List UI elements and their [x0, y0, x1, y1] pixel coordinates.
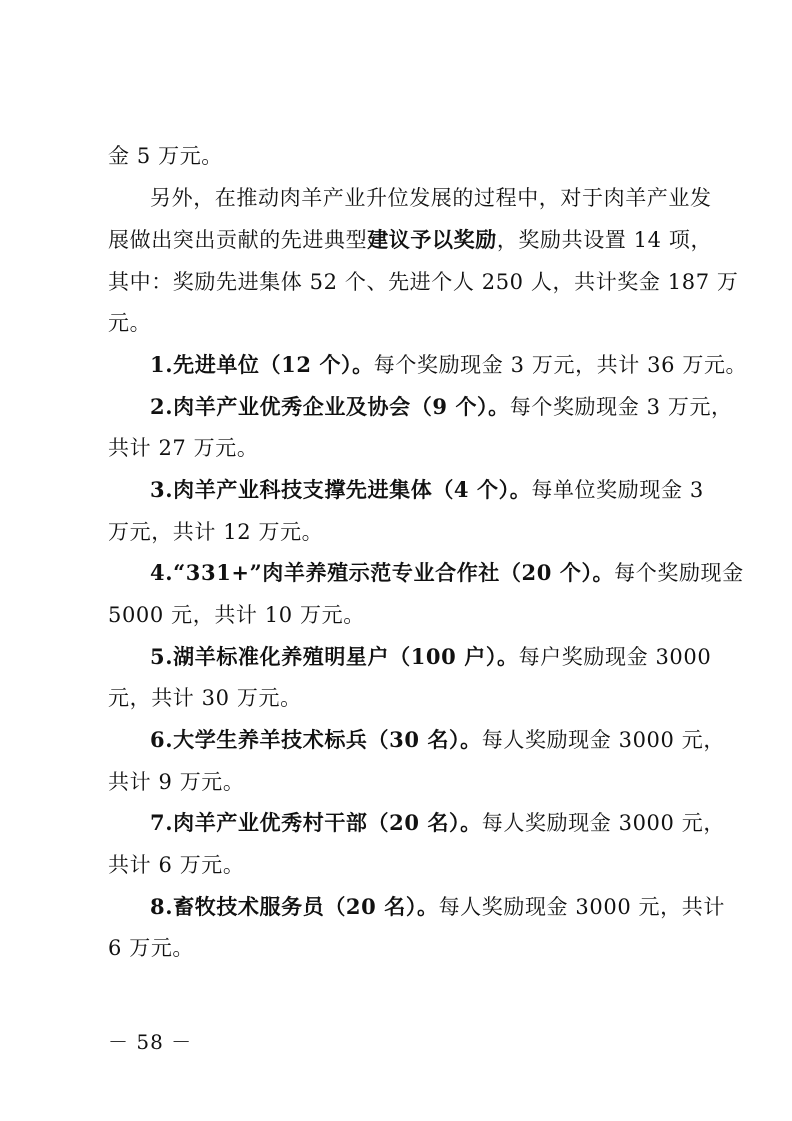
- item-continuation: 万元，共计 12 万元。: [108, 520, 324, 544]
- item-continuation: 5000 元，共计 10 万元。: [108, 603, 365, 627]
- paragraph-line: 另外，在推动肉羊产业升位发展的过程中，对于肉羊产业发: [150, 186, 712, 210]
- item-continuation: 共计 9 万元。: [108, 770, 245, 794]
- item-title: 5.湖羊标准化养殖明星户（100 户）。: [150, 644, 519, 669]
- list-item: [150, 470, 704, 510]
- paragraph-line: [108, 220, 712, 260]
- item-text: 每人奖励现金 3000 元，: [481, 728, 725, 752]
- list-item: [150, 637, 711, 677]
- paragraph-line: 其中：奖励先进集体 52 个、先进个人 250 人，共计奖金 187 万: [108, 270, 739, 294]
- item-title: 3.肉羊产业科技支撑先进集体（4 个）。: [150, 477, 532, 502]
- item-text: 每个奖励现金: [614, 561, 744, 585]
- list-item: [150, 887, 725, 927]
- item-text: 每户奖励现金 3000: [518, 645, 712, 669]
- paragraph-text: 展做出突出贡献的先进典型: [108, 228, 368, 252]
- item-continuation: 共计 27 万元。: [108, 436, 259, 460]
- item-text: 每人奖励现金 3000 元，: [481, 811, 725, 835]
- item-title: 2.肉羊产业优秀企业及协会（9 个）。: [150, 394, 510, 419]
- paragraph-text: ，奖励共设置 14 项，: [496, 228, 713, 252]
- item-text: 每个奖励现金 3 万元，共计 36 万元。: [373, 353, 748, 377]
- item-text: 每人奖励现金 3000 元，共计: [438, 895, 725, 919]
- item-continuation: 共计 6 万元。: [108, 853, 245, 877]
- item-continuation: 元，共计 30 万元。: [108, 686, 302, 710]
- item-title: 1.先进单位（12 个）。: [150, 352, 374, 377]
- list-item: [150, 553, 744, 593]
- paragraph-continuation: 金 5 万元。: [108, 144, 223, 168]
- list-item: [150, 387, 733, 427]
- item-continuation: 6 万元。: [108, 936, 195, 960]
- document-page: [108, 0, 748, 1121]
- page-number: － 58 －: [108, 1030, 193, 1054]
- item-text: 每个奖励现金 3 万元，: [509, 395, 733, 419]
- item-title: 6.大学生养羊技术标兵（30 名）。: [150, 727, 482, 752]
- item-title: 7.肉羊产业优秀村干部（20 名）。: [150, 810, 482, 835]
- list-item: [150, 720, 725, 760]
- paragraph-line: 元。: [108, 311, 152, 335]
- list-item: [150, 345, 747, 385]
- item-title: 4.“331+”肉羊养殖示范专业合作社（20 个）。: [150, 560, 615, 585]
- paragraph-emphasis: 建议予以奖励: [367, 227, 497, 252]
- item-text: 每单位奖励现金 3: [531, 478, 704, 502]
- item-title: 8.畜牧技术服务员（20 名）。: [150, 894, 439, 919]
- list-item: [150, 803, 725, 843]
